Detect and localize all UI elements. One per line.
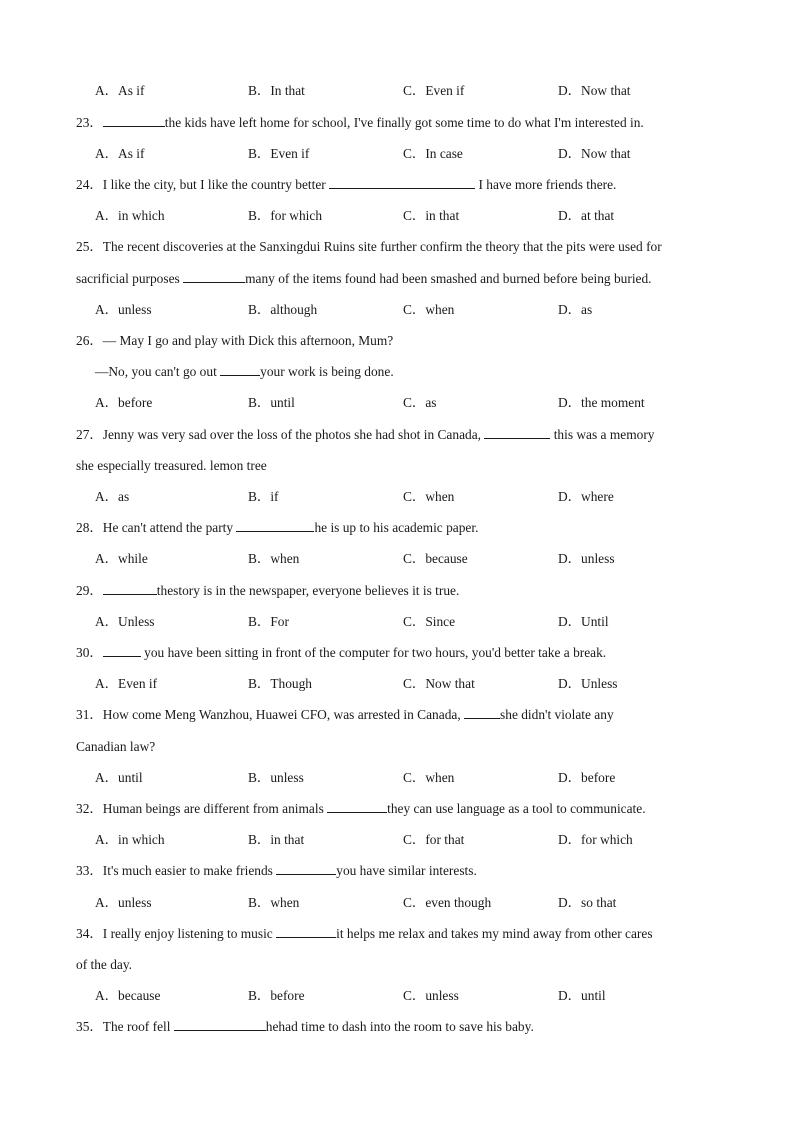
option-c[interactable]: C．Now that (403, 676, 475, 691)
options-row-q30 (0, 673, 794, 695)
question-number: 30． (76, 645, 103, 660)
options-row-q22 (0, 80, 794, 102)
option-c[interactable]: C．even though (403, 895, 492, 910)
question-number: 35． (76, 1019, 103, 1034)
answer-blank[interactable] (174, 1016, 266, 1031)
stem-post: many of the items found had been smashed and burned before being buried. (245, 271, 652, 286)
question-25 (0, 236, 794, 258)
answer-blank[interactable] (236, 517, 314, 532)
stem-pre: sacrificial purposes (76, 271, 184, 286)
stem-post: thestory is in the newspaper, everyone believes it is true. (156, 583, 460, 598)
answer-blank[interactable] (103, 580, 157, 595)
stem-post: hehad time to dash into the room to save his baby. (265, 1019, 534, 1034)
question-number: 32． (76, 801, 103, 816)
options-row-q28 (0, 548, 794, 570)
question-34-continued (0, 954, 794, 976)
option-a[interactable]: A．until (95, 770, 143, 785)
question-23 (0, 112, 794, 134)
option-d[interactable]: D．as (558, 302, 593, 317)
question-33-stem (76, 860, 477, 882)
stem-post: they can use language as a tool to communicate. (387, 801, 646, 816)
stem-post: your work is being done. (260, 364, 394, 379)
option-d[interactable]: D．where (558, 489, 614, 504)
question-34-stem (76, 923, 653, 945)
question-number: 28． (76, 520, 103, 535)
option-c[interactable]: C．in that (403, 208, 460, 223)
dialogue-reply (95, 361, 394, 383)
question-number: 29． (76, 583, 103, 598)
option-d[interactable]: D．Now that (558, 146, 631, 161)
question-number: 33． (76, 863, 103, 878)
option-a[interactable]: A．As if (95, 146, 145, 161)
question-29-stem (76, 580, 459, 602)
option-a[interactable]: A．unless (95, 895, 152, 910)
stem-post: it helps me relax and takes my mind away from other cares (336, 926, 653, 941)
options-row-q27 (0, 486, 794, 508)
option-b[interactable]: B．when (248, 551, 300, 566)
option-c[interactable]: C．Even if (403, 83, 465, 98)
option-c[interactable]: C．In case (403, 146, 463, 161)
options-row-q34 (0, 985, 794, 1007)
question-number: 27． (76, 427, 103, 442)
option-b[interactable]: B．Though (248, 676, 312, 691)
option-a[interactable]: A．Even if (95, 676, 158, 691)
option-c[interactable]: C．unless (403, 988, 459, 1003)
stem-pre: I really enjoy listening to music (102, 926, 277, 941)
question-26-stem (76, 330, 393, 352)
question-30-stem (76, 642, 606, 664)
question-27-stem (76, 424, 654, 446)
options-row-q23 (0, 143, 794, 165)
question-27 (0, 424, 794, 446)
question-26-reply (0, 361, 794, 383)
answer-blank[interactable] (103, 112, 165, 127)
stem-pre: — May I go and play with Dick this afternoon, Mum? (102, 333, 394, 348)
stem-pre: The recent discoveries at the Sanxingdui Ruins site further confirm the theory that the pits were used for (102, 239, 662, 254)
option-d[interactable]: D．so that (558, 895, 617, 910)
option-b[interactable]: B．For (248, 614, 289, 629)
option-c[interactable]: C．as (403, 395, 437, 410)
question-26 (0, 330, 794, 352)
option-b[interactable]: B．for which (248, 208, 323, 223)
question-32-stem (76, 798, 646, 820)
question-24 (0, 174, 794, 196)
stem-continuation: of the day. (76, 957, 133, 972)
question-31-continued (0, 736, 794, 758)
question-31 (0, 704, 794, 726)
question-number: 26． (76, 333, 103, 348)
question-30 (0, 642, 794, 664)
question-29 (0, 580, 794, 602)
option-a[interactable]: A．as (95, 489, 130, 504)
stem-pre: —No, you can't go out (95, 364, 221, 379)
options-row-q25 (0, 299, 794, 321)
option-a[interactable]: A．in which (95, 832, 165, 847)
option-c[interactable]: C．when (403, 770, 455, 785)
question-number: 25． (76, 239, 103, 254)
stem-continuation: Canadian law? (76, 739, 156, 754)
options-row-q32 (0, 829, 794, 851)
stem-post: you have similar interests. (336, 863, 477, 878)
answer-blank[interactable] (464, 704, 500, 719)
answer-blank[interactable] (327, 798, 387, 813)
option-b[interactable]: B．In that (248, 83, 305, 98)
option-a[interactable]: A．Unless (95, 614, 155, 629)
option-b[interactable]: B．until (248, 395, 295, 410)
question-32 (0, 798, 794, 820)
question-25-stem (76, 236, 662, 258)
option-b[interactable]: B．Even if (248, 146, 310, 161)
option-d[interactable]: D．Until (558, 614, 609, 629)
option-b[interactable]: B．when (248, 895, 300, 910)
option-c[interactable]: C．when (403, 302, 455, 317)
option-b[interactable]: B．in that (248, 832, 305, 847)
question-35-stem (76, 1016, 534, 1038)
stem-post: he is up to his academic paper. (314, 520, 479, 535)
option-c[interactable]: C．because (403, 551, 468, 566)
option-a[interactable]: A．before (95, 395, 153, 410)
option-c[interactable]: C．when (403, 489, 455, 504)
answer-blank[interactable] (103, 642, 141, 657)
stem-post: this was a memory (550, 427, 655, 442)
option-c[interactable]: C．for that (403, 832, 465, 847)
option-b[interactable]: B．although (248, 302, 318, 317)
question-23-stem (76, 112, 644, 134)
option-d[interactable]: D．for which (558, 832, 633, 847)
option-d[interactable]: D．the moment (558, 395, 645, 410)
option-a[interactable]: A．in which (95, 208, 165, 223)
question-24-stem (76, 174, 616, 196)
option-d[interactable]: D．Now that (558, 83, 631, 98)
answer-blank[interactable] (484, 424, 550, 439)
stem-pre: It's much easier to make friends (102, 863, 277, 878)
answer-blank[interactable] (329, 174, 475, 189)
question-28-stem (76, 517, 478, 539)
question-35 (0, 1016, 794, 1038)
stem-post: I have more friends there. (475, 177, 617, 192)
question-number: 31． (76, 707, 103, 722)
question-28 (0, 517, 794, 539)
option-a[interactable]: A．unless (95, 302, 152, 317)
question-31-stem (76, 704, 614, 726)
option-b[interactable]: B．if (248, 489, 279, 504)
stem-continuation: she especially treasured. lemon tree (76, 458, 267, 473)
answer-blank[interactable] (276, 923, 336, 938)
stem-post: you have been sitting in front of the computer for two hours, you'd better take a break. (140, 645, 607, 660)
question-34 (0, 923, 794, 945)
option-d[interactable]: D．unless (558, 551, 615, 566)
option-b[interactable]: B．unless (248, 770, 304, 785)
stem-continuation (76, 268, 652, 290)
question-33 (0, 860, 794, 882)
stem-pre: Human beings are different from animals (102, 801, 328, 816)
option-c[interactable]: C．Since (403, 614, 456, 629)
option-b[interactable]: B．before (248, 988, 305, 1003)
question-number: 23． (76, 115, 103, 130)
option-a[interactable]: A．As if (95, 83, 145, 98)
question-number: 34． (76, 926, 103, 941)
options-row-q31 (0, 767, 794, 789)
option-a[interactable]: A．because (95, 988, 161, 1003)
option-d[interactable]: D．at that (558, 208, 615, 223)
answer-blank[interactable] (220, 361, 260, 376)
answer-blank[interactable] (276, 860, 336, 875)
options-row-q24 (0, 205, 794, 227)
options-row-q26 (0, 392, 794, 414)
question-25-continued (0, 268, 794, 290)
option-d[interactable]: D．Unless (558, 676, 618, 691)
stem-pre: He can't attend the party (102, 520, 237, 535)
option-d[interactable]: D．until (558, 988, 606, 1003)
option-d[interactable]: D．before (558, 770, 616, 785)
stem-pre: How come Meng Wanzhou, Huawei CFO, was arrested in Canada, (102, 707, 465, 722)
answer-blank[interactable] (183, 268, 245, 283)
question-number: 24． (76, 177, 103, 192)
stem-pre: I like the city, but I like the country better (102, 177, 330, 192)
question-27-continued (0, 455, 794, 477)
options-row-q29 (0, 611, 794, 633)
option-a[interactable]: A．while (95, 551, 148, 566)
stem-pre: Jenny was very sad over the loss of the photos she had shot in Canada, (102, 427, 485, 442)
stem-post: the kids have left home for school, I've finally got some time to do what I'm interested in. (164, 115, 644, 130)
options-row-q33 (0, 892, 794, 914)
stem-pre: The roof fell (102, 1019, 174, 1034)
stem-post: she didn't violate any (500, 707, 614, 722)
